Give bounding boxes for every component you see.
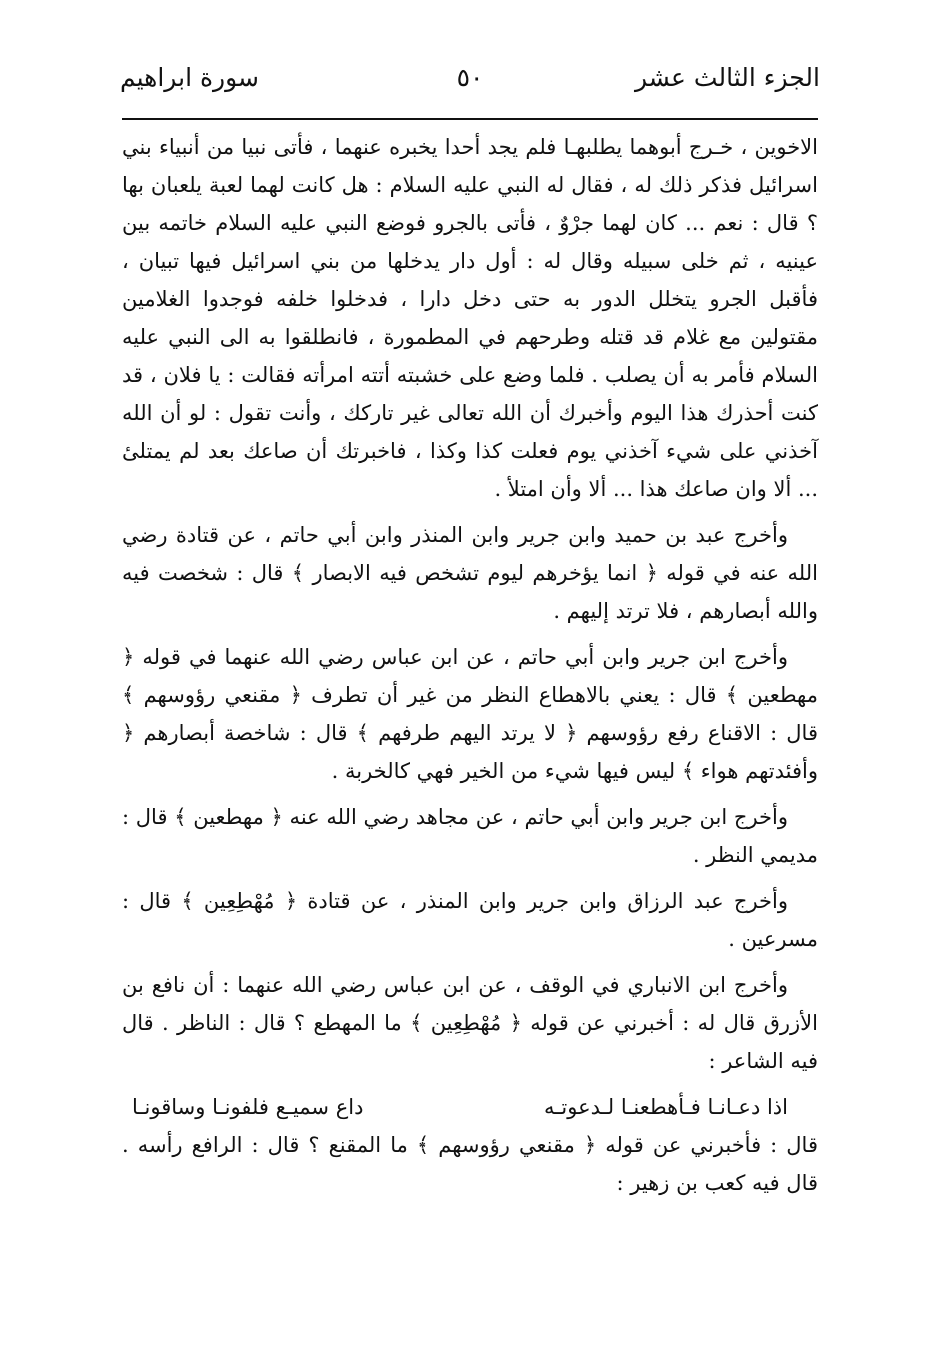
paragraph-qatada: وأخرج عبد بن حميد وابن جرير وابن المنذر وابن أبي حاتم ، عن قتادة رضي الله عنه في قوله ﴿ انما يؤخرهم ليوم تشخص فيه الابصار ﴾ قال : شخصت فيه والله أبصارهم ، فلا ترتد إليهم . xyxy=(122,523,818,623)
page-header xyxy=(120,58,820,98)
header-divider xyxy=(122,118,818,120)
paragraph-mujahid: وأخرج ابن جرير وابن أبي حاتم ، عن مجاهد رضي الله عنه ﴿ مهطعين ﴾ قال : مديمي النظر . xyxy=(122,805,818,867)
paragraph-story: الاخوين ، خـرج أبوهما يطلبهـا فلم يجد أحدا يخبره عنهما ، فأتى نبيا من أنبياء بني اسرائيل فذكر ذلك له ، فقال له النبي عليه السلام : هل كانت لهما لعبة يلعبان بها ؟ قال : نعم ... كان لهما جرْوٌ ، فأتى بالجرو فوضع النبي عليه السلام خاتمه بين عينيه ، ثم خلى سبيله وقال له : أول دار يدخلها من بني اسرائيل فيها تبيان ، فأقبل الجرو يتخلل الدور به حتى دخل دارا ، فدخلوا خلفه فوجدوا الغلامين مقتولين مع غلام قد قتله وطرحهم في المطمورة ، فانطلقوا به الى النبي عليه السلام فأمر به أن يصلب . فلما وضع على خشبته أتته امرأته فقالت : يا فلان ، قد كنت أحذرك هذا اليوم وأخبرك أن الله تعالى غير تاركك ، وأنت تقول : لو أن الله آخذني على شيء آخذني يوم فعلت كذا وكذا ، فاخبرتك أن صاعك بعد لم يمتلىٔ ... ألا وان صاعك هذا ... ألا وأن امتلأ . xyxy=(122,135,818,501)
page-body xyxy=(122,128,818,1210)
page-number: ٥٠ xyxy=(456,63,484,92)
poem-second-hemistich: داع سميـع فلفونـا وساقونـا xyxy=(132,1095,364,1119)
surah-title: سورة ابراهيم xyxy=(120,63,259,92)
poem-first-hemistich: اذا دعـانـا فـأهطعنـا لـدعوتـه xyxy=(544,1095,788,1119)
juz-title: الجزء الثالث عشر xyxy=(634,63,820,92)
paragraph-ibn-alanbari: وأخرج ابن الانباري في الوقف ، عن ابن عباس رضي الله عنهما : أن نافع بن الأزرق قال له : أخبرني عن قوله ﴿ مُهْطِعِين ﴾ ما المهطع ؟ قال : الناظر . قال فيه الشاعر : xyxy=(122,973,818,1073)
paragraph-ibn-abbas: وأخرج ابن جرير وابن أبي حاتم ، عن ابن عباس رضي الله عنهما في قوله ﴿ مهطعين ﴾ قال : يعني بالاهطاع النظر من غير أن تطرف ﴿ مقنعي رؤوسهم ﴾ قال : الاقناع رفع رؤوسهم ﴿ لا يرتد اليهم طرفهم ﴾ قال : شاخصة أبصارهم ﴿ وأفئدتهم هواء ﴾ ليس فيها شيء من الخير فهي كالخربة . xyxy=(122,645,818,783)
paragraph-closing: قال : فأخبرني عن قوله ﴿ مقنعي رؤوسهم ﴾ ما المقنع ؟ قال : الرافع رأسه . قال فيه كعب بن زهير : xyxy=(122,1133,818,1195)
paragraph-abdulrazzaq: وأخرج عبد الرزاق وابن جرير وابن المنذر ، عن قتادة ﴿ مُهْطِعِين ﴾ قال : مسرعين . xyxy=(122,889,818,951)
poem-verse xyxy=(122,1088,818,1126)
